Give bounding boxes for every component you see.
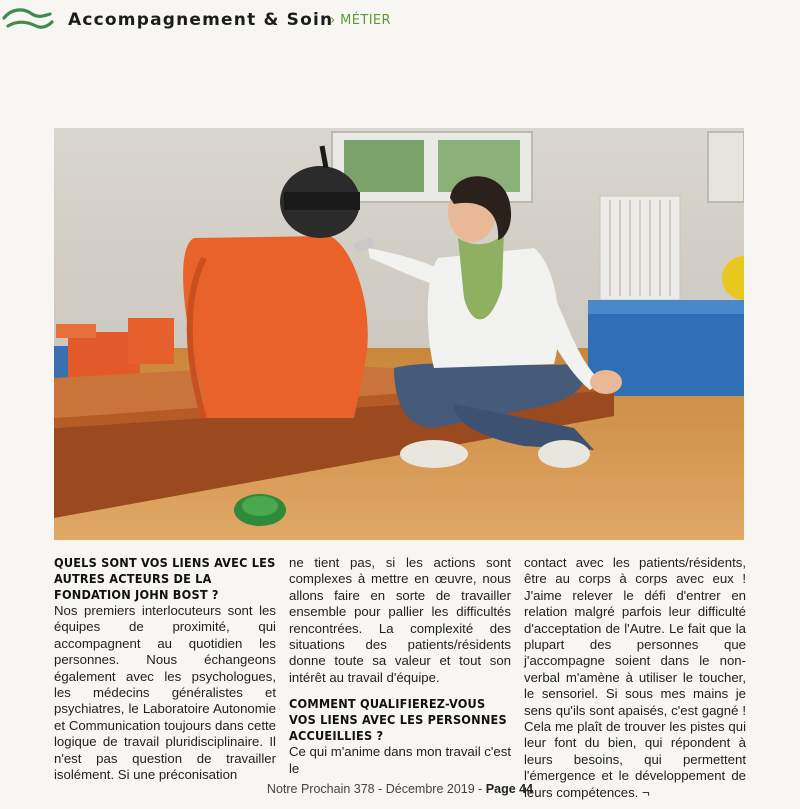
article-paragraph: ne tient pas, si les actions sont complexes à mettre en œuvre, nous allons faire en sorte de travailler ensemble pour pallier les difficultés rencontrées. La complexité des situations des patients/résidents donne toute sa valeur et tout son intérêt au travail d'équipe. [289, 555, 511, 685]
question-heading-1: QUELS SONT VOS LIENS AVEC LES AUTRES ACTEURS DE LA FONDATION JOHN BOST ? [54, 555, 276, 602]
section-title: Accompagnement & Soin [68, 10, 334, 30]
article-column-2 [289, 555, 511, 777]
article-paragraph: contact avec les patients/résidents, être au corps à corps avec eux ! J'aime relever le défi d'entrer en relation malgré parfois leur difficulté d'acceptation de l'Autre. Le fait que la plupart des personnes que j'accompagne soient dans le non-verbal m'amène à utiliser le toucher, le sensoriel. Si sous mes mains je sens qu'ils sont apaisés, c'est gagné ! Cela me plaît de trouver les pistes qui leur font du bien, qui répondent à leurs besoins, qui permettent l'émergence et le développement de leurs compétences. ¬ [524, 555, 746, 800]
section-subtitle: › MÉTIER [330, 13, 391, 28]
page-header [0, 0, 800, 44]
article-photo [54, 128, 744, 540]
article-column-1 [54, 555, 276, 783]
article-column-3 [524, 555, 746, 801]
question-heading-2: COMMENT QUALIFIEREZ-VOUS VOS LIENS AVEC LES PERSONNES ACCUEILLIES ? [289, 696, 507, 744]
article-paragraph: Ce qui m'anime dans mon travail c'est le [289, 744, 511, 776]
hand-logo-icon [2, 4, 54, 34]
footer-publication: Notre Prochain 378 - Décembre 2019 - [266, 782, 486, 796]
page-footer [0, 782, 800, 796]
footer-page-number: Page 44 [485, 782, 534, 796]
article-paragraph: Nos premiers interlocuteurs sont les équipes de proximité, qui accompagnent au quotidien les personnes. Nous échangeons également avec les psychologues, les médecins généralistes et psychiatres, le Laboratoire Autonomie et Communication toujours dans cette logique de travail pluridisciplinaire. Il n'est pas question de travailler isolément. Si une préconisation [54, 603, 276, 783]
